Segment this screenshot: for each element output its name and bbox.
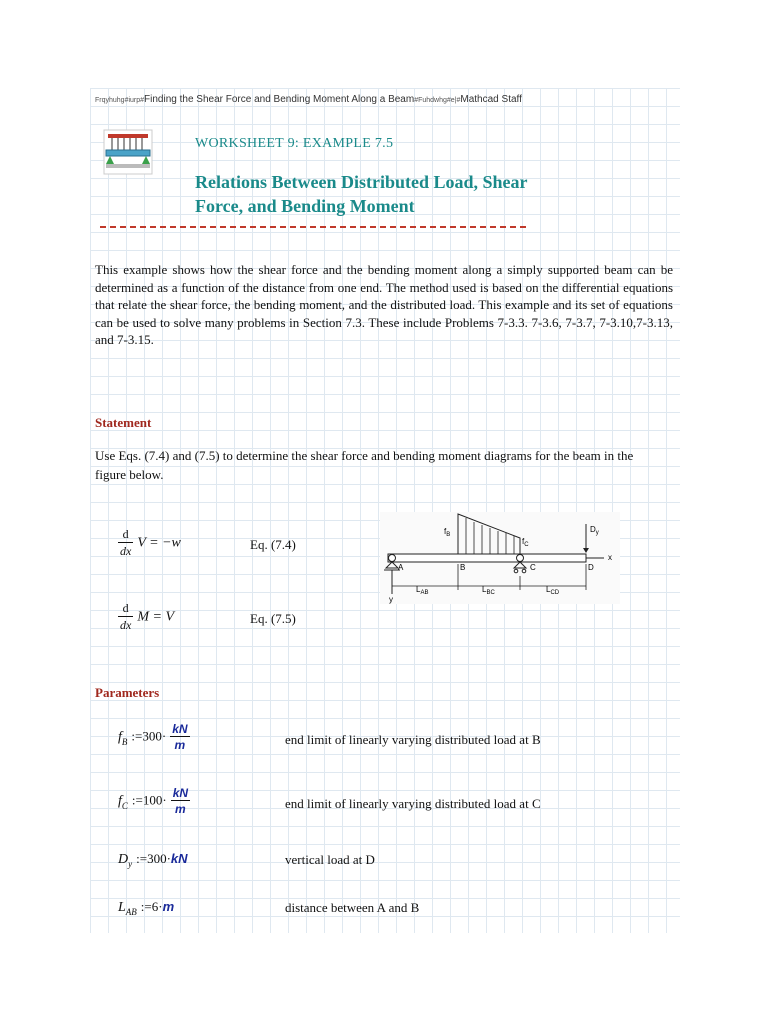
x-axis-label: x (608, 553, 612, 562)
intro-paragraph: This example shows how the shear force and the bending moment along a simply supported beam can be determined as a function of the distance from one end. The method used is based on the differential equations that relate the shear force, the bending moment, and the distributed load. This example and its set of equations can be used to solve many problems in Section 7.3. These include Problems 7-3.3. 7-3.6, 7-3.7, 7-3.10,7-3.13, and 7-3.15. (95, 262, 673, 347)
param-Dy: $D_y$ :=300·kN (118, 851, 188, 870)
label-LBC: $L_{BC}$ (482, 585, 495, 596)
worksheet-label: WORKSHEET 9: EXAMPLE 7.5 (195, 136, 394, 151)
title-divider (100, 226, 526, 228)
label-fC: $f_C$ (522, 537, 529, 548)
beam-diagram (380, 512, 620, 604)
document-header (95, 94, 675, 105)
header-garbled-text-left: Frqyhuhg#iurp# (95, 97, 145, 104)
param-description: vertical load at D (285, 852, 375, 867)
point-D-label: D (588, 563, 594, 572)
header-author: Mathcad Staff (460, 94, 522, 105)
page-title (195, 170, 595, 218)
derivative-fraction: $\frac{d}{dx}$ (120, 601, 132, 632)
label-LAB: $L_{AB}$ (416, 585, 429, 596)
unit-fraction: $\frac{kN}{m}$ (172, 722, 188, 752)
param-description: end limit of linearly varying distributed load at B (285, 732, 541, 747)
param-description: end limit of linearly varying distributed load at C (285, 796, 541, 811)
statement-text: Use Eqs. (7.4) and (7.5) to determine the shear force and bending moment diagrams for the beam in the figure below. (95, 448, 634, 482)
param-fC: $f_C$ :=100· $\frac{kN}{m}$ (118, 786, 189, 816)
equation-body: V = −w (137, 535, 181, 551)
y-axis-label: y (389, 595, 393, 604)
label-fB: $f_B$ (444, 527, 451, 538)
point-C-label: C (530, 563, 536, 572)
unit-fraction: $\frac{kN}{m}$ (172, 786, 189, 816)
param-LAB: $L_{AB}$ :=6·m (118, 899, 175, 918)
point-A-label: A (398, 563, 404, 572)
point-B-label: B (460, 563, 466, 572)
page-title-line-1: Relations Between Distributed Load, Shear (195, 172, 528, 192)
param-description: distance between A and B (285, 900, 420, 915)
statement-heading: Statement (95, 415, 152, 430)
label-LCD: $L_{CD}$ (546, 585, 560, 596)
page-title-line-2: Force, and Bending Moment (195, 196, 415, 216)
equation-body: M = V (137, 609, 174, 625)
label-Dy: $D_y$ (590, 525, 599, 536)
beam-logo-icon (102, 128, 154, 176)
derivative-fraction: $\frac{d}{dx}$ (120, 527, 132, 558)
parameters-heading: Parameters (95, 685, 160, 700)
equation-7-4 (118, 527, 181, 559)
equation-label: Eq. (7.5) (250, 611, 296, 626)
header-title: Finding the Shear Force and Bending Moment Along a Beam (144, 94, 415, 105)
header-garbled-text-mid: #Fuhdwhg#e|# (414, 97, 461, 104)
equation-7-5 (118, 601, 174, 633)
param-fB: $f_B$ :=300· $\frac{kN}{m}$ (118, 722, 188, 752)
equation-label: Eq. (7.4) (250, 537, 296, 552)
